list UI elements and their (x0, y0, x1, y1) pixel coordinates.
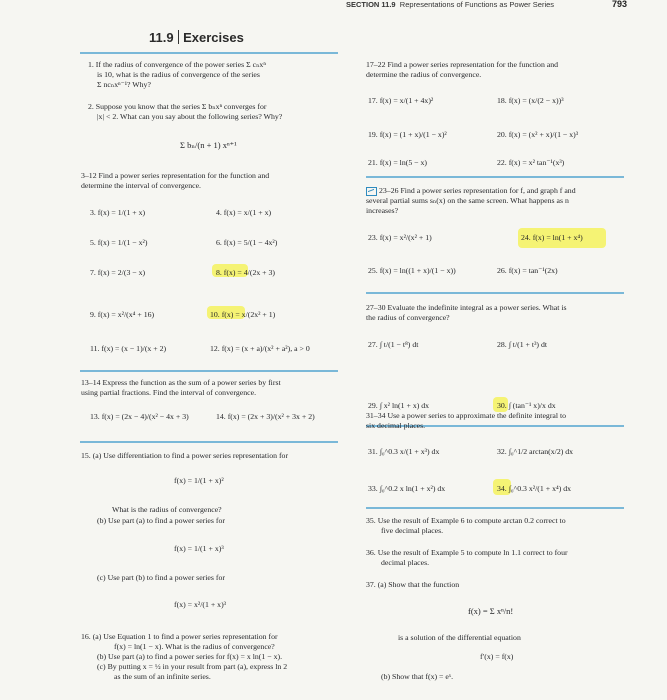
inst-31-34-line1: 31–34 Use a power series to approximate the definite integral to (366, 411, 567, 420)
title-rule (80, 52, 338, 54)
q16-line3: (b) Use part (a) to find a power series for f(x) = x ln(1 − x). (97, 652, 283, 661)
rule-15 (80, 441, 338, 443)
q37b: (b) Show that f(x) = eˣ. (381, 672, 454, 681)
running-head: SECTION 11.9 Representations of Functions as Power Series (346, 0, 555, 9)
q15b-function: f(x) = 1/(1 + x)³ (174, 544, 224, 553)
q36-line1: 36. Use the result of Example 5 to compute ln 1.1 correct to four (366, 548, 568, 557)
exercise-10: 10. f(x) = x/(2x² + 1) (210, 310, 276, 319)
inst-13-14-line2: using partial fractions. Find the interval of convergence. (81, 388, 257, 397)
inst-3-12-line1: 3–12 Find a power series representation for the function and (81, 171, 270, 180)
q37-de: f′(x) = f(x) (480, 652, 514, 661)
exercise-22: 22. f(x) = x² tan⁻¹(x³) (497, 158, 565, 167)
exercise-12: 12. f(x) = (x + a)/(x² + a²), a > 0 (210, 344, 310, 353)
q16-line1: 16. (a) Use Equation 1 to find a power series representation for (81, 632, 278, 641)
q35-line2: five decimal places. (381, 526, 444, 535)
inst-31-34-line2: six decimal places. (366, 421, 426, 430)
exercise-11: 11. f(x) = (x − 1)/(x + 2) (90, 344, 167, 353)
inst-17-22-line1: 17–22 Find a power series representation for the function and (366, 60, 559, 69)
q1-line1: 1. If the radius of convergence of the power series Σ cₙxⁿ (88, 60, 266, 69)
exercise-18: 18. f(x) = (x/(2 − x))³ (497, 96, 564, 105)
exercise-8: 8. f(x) = 4/(2x + 3) (216, 268, 276, 277)
rule-35 (366, 507, 624, 509)
exercise-30: 30. ∫ (tan⁻¹ x)/x dx (497, 401, 556, 410)
exercise-4: 4. f(x) = x/(1 + x) (216, 208, 272, 217)
q15a-function: f(x) = 1/(1 + x)² (174, 476, 224, 485)
exercise-26: 26. f(x) = tan⁻¹(2x) (497, 266, 558, 275)
q15b: (b) Use part (a) to find a power series for (97, 516, 225, 525)
inst-23-26-line2: several partial sums sₙ(x) on the same screen. What happens as n (366, 196, 569, 205)
exercise-33: 33. ∫₀^0.2 x ln(1 + x²) dx (368, 484, 446, 493)
q16-line5: as the sum of an infinite series. (114, 672, 211, 681)
exercise-29: 29. ∫ x² ln(1 + x) dx (368, 401, 430, 410)
q1-line3: Σ ncₙxⁿ⁻¹? Why? (97, 80, 151, 89)
exercise-34: 34. ∫₀^0.3 x²/(1 + x⁴) dx (497, 484, 572, 493)
exercise-9: 9. f(x) = x²/(x⁴ + 16) (90, 310, 155, 319)
exercise-28: 28. ∫ t/(1 + t³) dt (497, 340, 548, 349)
q36-line2: decimal places. (381, 558, 430, 567)
q16-line4: (c) By putting x = ½ in your result from part (a), express ln 2 (97, 662, 288, 671)
exercise-17: 17. f(x) = x/(1 + 4x)² (368, 96, 434, 105)
q16-line2: f(x) = ln(1 − x). What is the radius of convergence? (114, 642, 275, 651)
exercise-32: 32. ∫₀^1/2 arctan(x/2) dx (497, 447, 574, 456)
inst-23-26-line3: increases? (366, 206, 399, 215)
inst-23-26-line1: 23–26 Find a power series representation for f, and graph f and (366, 186, 576, 196)
exercise-20: 20. f(x) = (x² + x)/(1 − x)³ (497, 130, 579, 139)
exercise-14: 14. f(x) = (2x + 3)/(x² + 3x + 2) (216, 412, 315, 421)
rule-27 (366, 292, 624, 294)
graphing-icon (366, 187, 377, 196)
exercise-31: 31. ∫₀^0.3 x/(1 + x³) dx (368, 447, 440, 456)
page-number: 793 (611, 0, 627, 9)
exercises-title: 11.9 Exercises (149, 30, 244, 45)
rule-13 (80, 370, 338, 372)
q37a: 37. (a) Show that the function (366, 580, 460, 589)
q15a-radius: What is the radius of convergence? (112, 505, 222, 514)
exercise-3: 3. f(x) = 1/(1 + x) (90, 208, 146, 217)
exercise-21: 21. f(x) = ln(5 − x) (368, 158, 428, 167)
exercise-24: 24. f(x) = ln(1 + x⁴) (521, 233, 583, 242)
exercise-5: 5. f(x) = 1/(1 − x²) (90, 238, 148, 247)
inst-27-30-line2: the radius of convergence? (366, 313, 450, 322)
inst-13-14-line1: 13–14 Express the function as the sum of a power series by first (81, 378, 281, 387)
inst-27-30-line1: 27–30 Evaluate the indefinite integral as a power series. What is (366, 303, 567, 312)
q37-function: f(x) = Σ xⁿ/n! (468, 606, 514, 616)
q1-line2: is 10, what is the radius of convergence of the series (97, 70, 260, 79)
inst-3-12-line2: determine the interval of convergence. (81, 181, 202, 190)
exercise-19: 19. f(x) = (1 + x)/(1 − x)² (368, 130, 447, 139)
q2-line2: |x| < 2. What can you say about the following series? Why? (97, 112, 283, 121)
q37-solution: is a solution of the differential equation (398, 633, 521, 642)
rule-23 (366, 176, 624, 178)
exercise-27: 27. ∫ t/(1 − t⁸) dt (368, 340, 419, 349)
exercise-25: 25. f(x) = ln((1 + x)/(1 − x)) (368, 266, 456, 275)
q15c: (c) Use part (b) to find a power series for (97, 573, 225, 582)
q35-line1: 35. Use the result of Example 6 to compute arctan 0.2 correct to (366, 516, 566, 525)
q15a: 15. (a) Use differentiation to find a power series representation for (81, 451, 289, 460)
exercise-23: 23. f(x) = x²/(x² + 1) (368, 233, 432, 242)
exercise-7: 7. f(x) = 2/(3 − x) (90, 268, 146, 277)
q2-line1: 2. Suppose you know that the series Σ bₙxⁿ converges for (88, 102, 267, 111)
exercise-13: 13. f(x) = (2x − 4)/(x² − 4x + 3) (90, 412, 189, 421)
q2-series: Σ bₙ/(n + 1) xⁿ⁺¹ (180, 140, 237, 150)
q15c-function: f(x) = x²/(1 + x)³ (174, 600, 227, 609)
inst-17-22-line2: determine the radius of convergence. (366, 70, 482, 79)
exercise-6: 6. f(x) = 5/(1 − 4x²) (216, 238, 278, 247)
